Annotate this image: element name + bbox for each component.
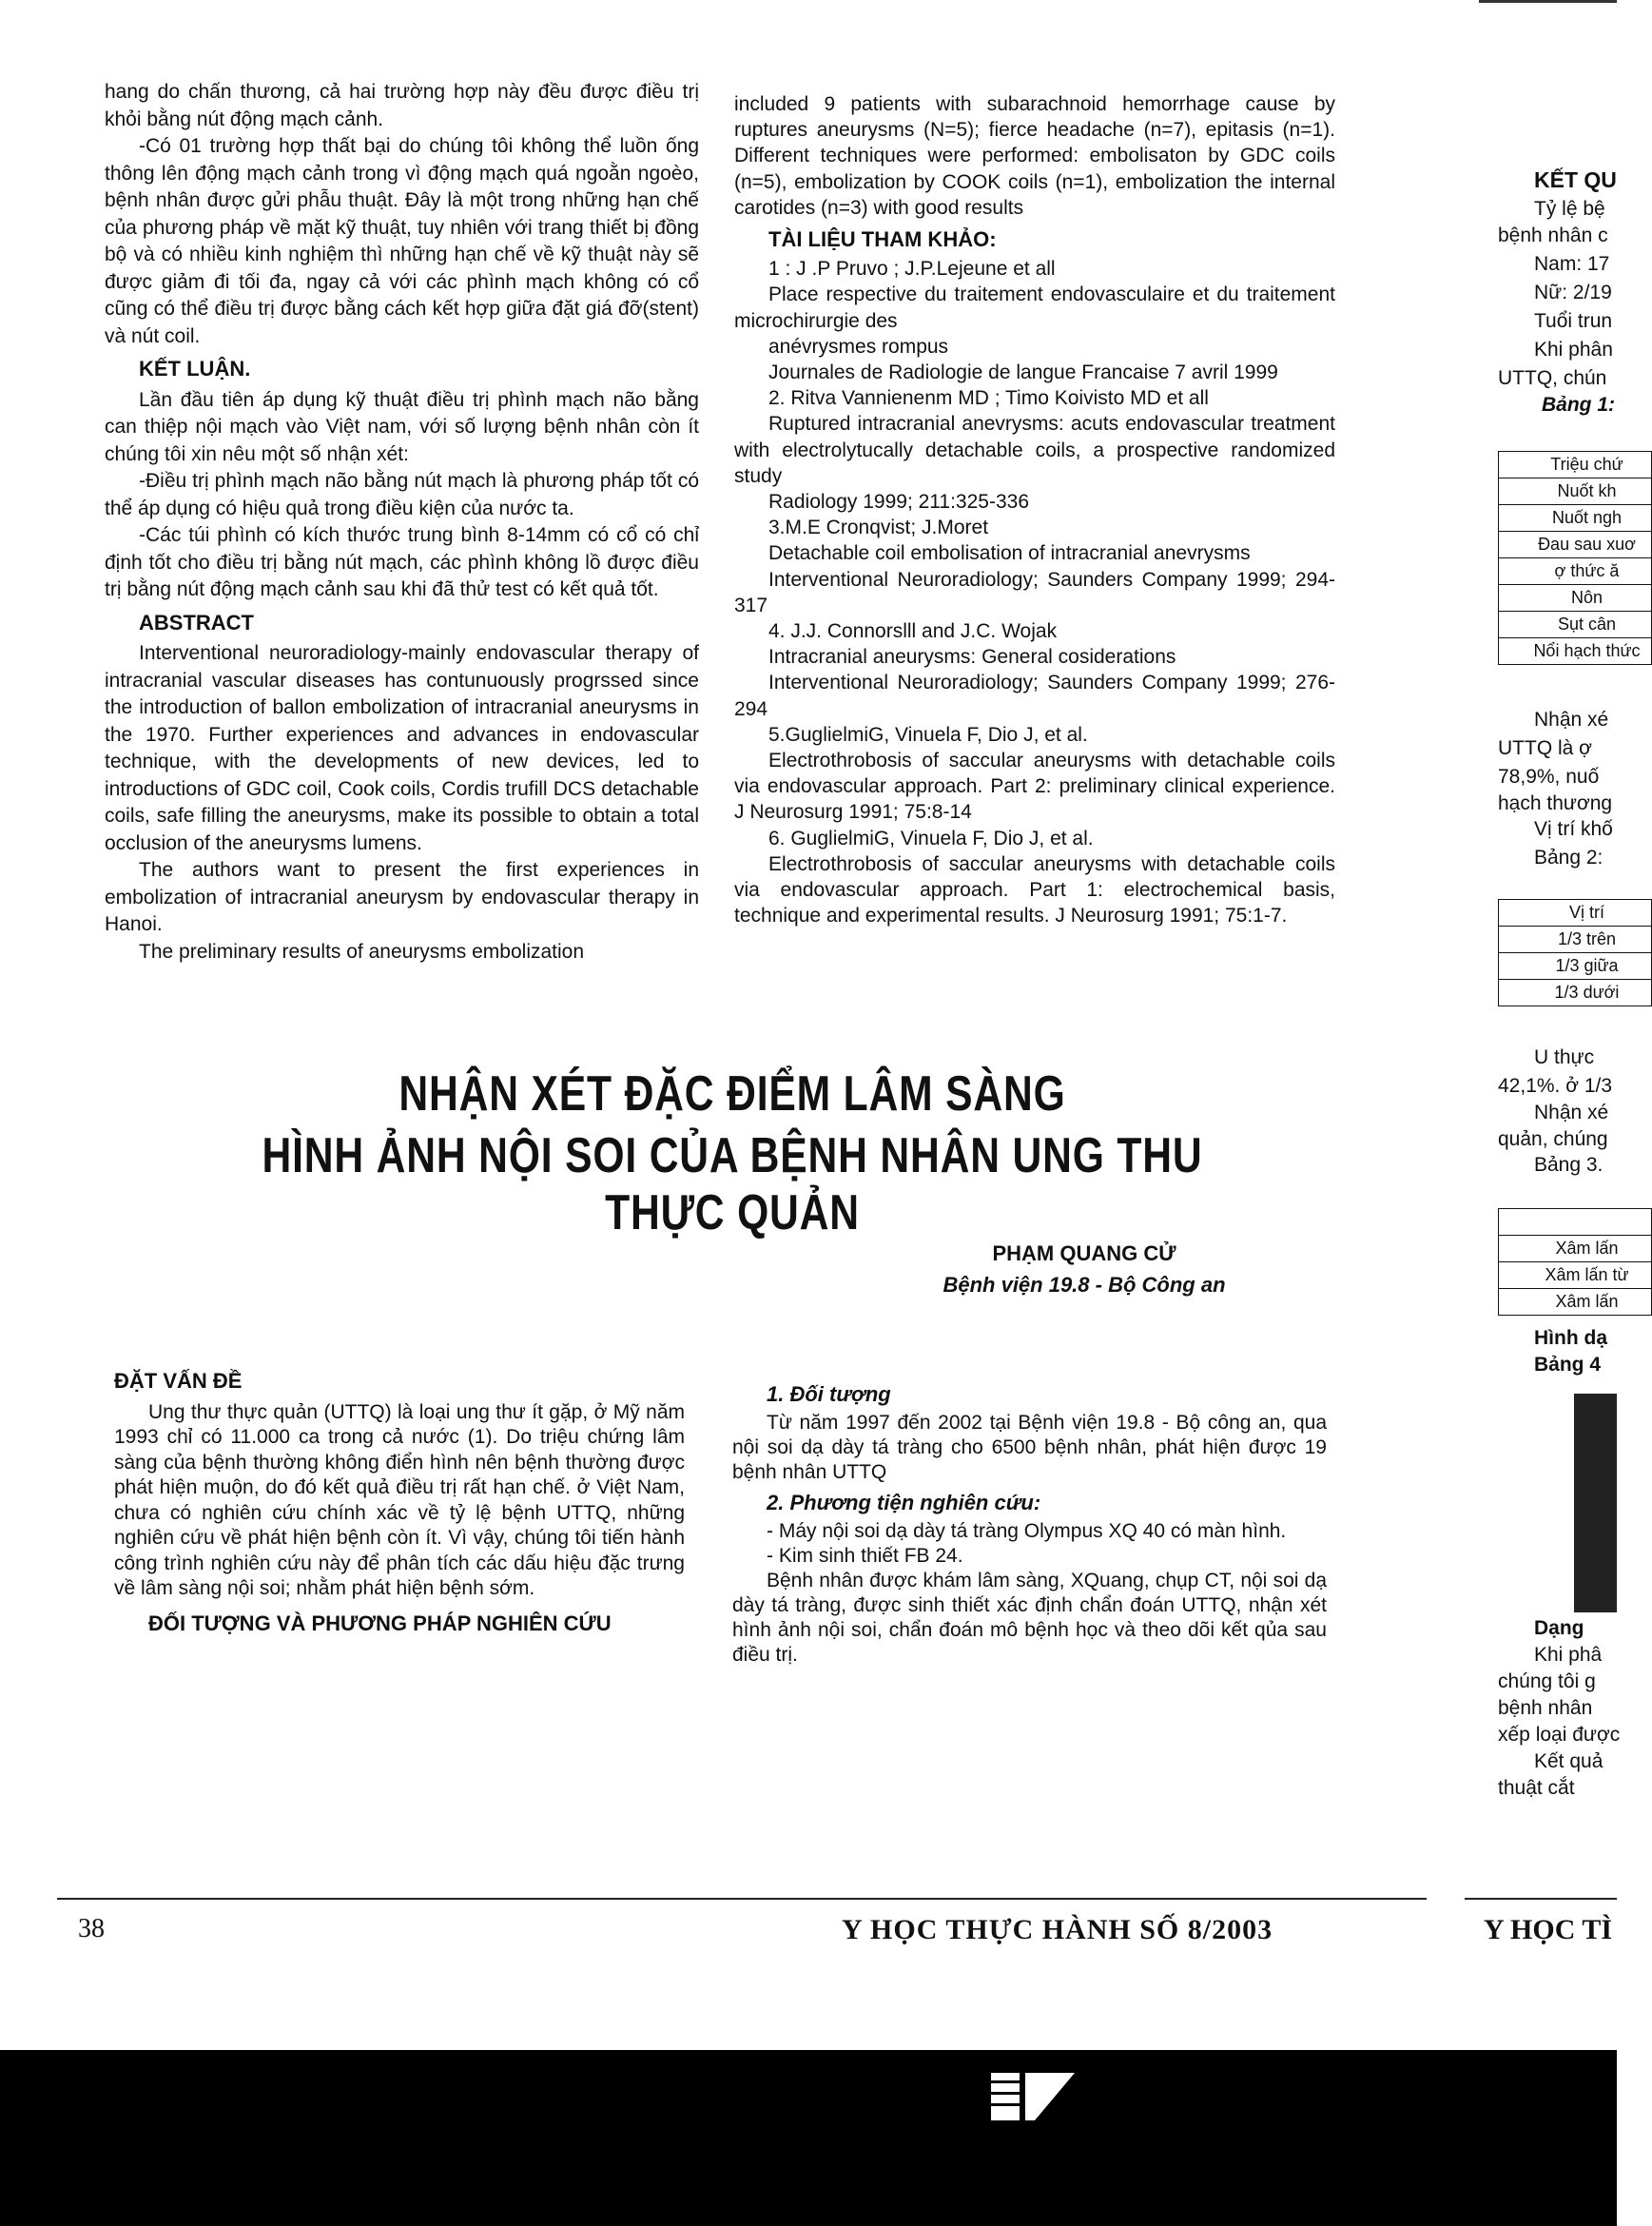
table-cell: Nôn — [1499, 585, 1651, 612]
next-page-line: Nhận xé — [1534, 1102, 1609, 1123]
next-page-table-1 — [1498, 451, 1652, 665]
reference-line: 1 : J .P Pruvo ; J.P.Lejeune et all — [768, 258, 1056, 281]
table-cell: Nuốt kh — [1499, 478, 1651, 505]
next-page-line: Khi phâ — [1534, 1644, 1603, 1666]
reference-line: Radiology 1999; 211:325-336 — [768, 491, 1029, 514]
table-cell: Sụt cân — [1499, 612, 1651, 638]
reference-line: 5.GuglielmiG, Vinuela F, Dio J, et al. — [768, 723, 1088, 746]
paragraph: -Có 01 trường hợp thất bại do chúng tôi không thể luồn ống thông lên động mạch cảnh trong vì động mạch quá ngoằn ngoèo, bệnh nhân được gửi phẫu thuật. Đây là một trong những hạn chế của phương pháp về mặt kỹ thuật, tuy nhiên với trang thiết bị đồng bộ và có nhiều kinh nghiệm thì những hạn chế về kỹ thuật này sẽ được giảm đi tối đa, ngay cả với các phình mạch không có cổ cũng có thể điều trị được bằng cách kết hợp giữa đặt giá đỡ(stent) và nút coil. — [105, 135, 699, 347]
next-page-line: 78,9%, nuố — [1498, 766, 1600, 788]
next-page-line: Kết quả — [1534, 1750, 1603, 1772]
next-page-line: UTTQ, chún — [1498, 367, 1607, 389]
next-page-line: Tuổi trun — [1534, 310, 1613, 332]
scan-dark-patch — [1574, 1394, 1617, 1612]
article-left-column — [114, 1363, 685, 1640]
scan-artifact-icon — [980, 2069, 1084, 2126]
next-page-line: Nhận xé — [1534, 709, 1609, 731]
paragraph: The authors want to present the first experiences in embolization of intracranial aneurysm by endovascular therapy in Hanoi. — [105, 859, 699, 935]
reference-line: Ruptured intracranial anevrysms: acuts endovascular treatment with electrolytucally detachable coils, a prospective randomized study — [734, 413, 1335, 487]
next-page-line: quản, chúng — [1498, 1128, 1608, 1150]
reference-line: Interventional Neuroradiology; Saunders Company 1999; 294-317 — [734, 568, 1335, 616]
next-page-line: Bảng 4 — [1534, 1354, 1602, 1376]
table-cell: 1/3 giữa — [1499, 953, 1651, 980]
reference-line: Electrothrobosis of saccular aneurysms with detachable coils via endovascular approach. Part 1: electrochemical basis, technique and experimental results. J Neurosurg 1991; 75:1-7. — [734, 852, 1335, 928]
reference-line: Electrothrobosis of saccular aneurysms with detachable coils via endovascular approach. Part 2: preliminary clinical experience. J Neurosurg 1991; 75:8-14 — [734, 750, 1335, 824]
journal-footer-next-page: Y HỌC TÌ — [1484, 1914, 1613, 1945]
reference-line: Detachable coil embolisation of intracranial anevrysms — [768, 542, 1251, 565]
section-heading-references: TÀI LIỆU THAM KHẢO: — [768, 227, 997, 252]
next-page-line: Khi phân — [1534, 339, 1613, 361]
next-page-table-3 — [1498, 1208, 1652, 1316]
next-page-line: Hình dạ — [1534, 1327, 1607, 1349]
paragraph: Bệnh nhân được khám lâm sàng, XQuang, chụp CT, nội soi dạ dày tá tràng, được sinh thiết xác định chẩn đoán UTTQ, nhận xét hình ảnh nội soi, chẩn đoán mô bệnh học và theo dõi kết qủa sau điều trị. — [732, 1570, 1327, 1666]
subheading-means: 2. Phương tiện nghiên cứu: — [767, 1491, 1041, 1514]
next-page-line: chúng tôi g — [1498, 1670, 1596, 1692]
next-page-line: Bảng 1: — [1542, 394, 1616, 416]
table-cell: Nuốt ngh — [1499, 505, 1651, 532]
next-page-line: Dạng — [1534, 1617, 1584, 1639]
next-page-line: KẾT QU — [1534, 167, 1617, 192]
table-cell: Vị trí — [1499, 900, 1651, 927]
next-page-line: Nữ: 2/19 — [1534, 282, 1612, 303]
next-page-line: hạch thương — [1498, 792, 1613, 814]
table-cell: Triệu chứ — [1499, 452, 1651, 478]
journal-footer: Y HỌC THỰC HÀNH SỐ 8/2003 — [842, 1914, 1273, 1945]
reference-line: Place respective du traitement endovasculaire et du traitement microchirurgie des — [734, 283, 1335, 332]
table-cell: Đau sau xuơ — [1499, 532, 1651, 558]
article-right-column — [732, 1377, 1327, 1668]
next-page-line: bệnh nhân — [1498, 1697, 1593, 1719]
reference-line: anévrysmes rompus — [768, 335, 949, 358]
next-page-line: Vị trí khố — [1534, 818, 1613, 840]
section-heading-methods: ĐỐI TƯỢNG VÀ PHƯƠNG PHÁP NGHIÊN CỨU — [148, 1611, 612, 1635]
paragraph: The preliminary results of aneurysms embolization — [139, 940, 585, 963]
paragraph: - Kim sinh thiết FB 24. — [767, 1545, 963, 1567]
next-page-line: Bảng 3. — [1534, 1154, 1603, 1176]
author-affiliation: Bệnh viện 19.8 - Bộ Công an — [943, 1273, 1226, 1297]
article-title-line-1: NHẬN XÉT ĐẶC ĐIỂM LÂM SÀNG — [398, 1066, 1066, 1122]
table-cell: 1/3 dưới — [1554, 983, 1620, 1002]
table-cell: ợ thức ă — [1499, 558, 1651, 585]
paragraph: hang do chấn thương, cả hai trường hợp này đều được điều trị khỏi bằng nút động mạch cảnh. — [105, 81, 699, 130]
right-column — [734, 91, 1335, 929]
next-page-line: xếp loại được — [1498, 1724, 1621, 1746]
reference-line: 4. J.J. Connorslll and J.C. Wojak — [768, 620, 1058, 643]
paragraph: Từ năm 1997 đến 2002 tại Bệnh viện 19.8 - Bộ công an, qua nội soi dạ dày tá tràng cho 6500 bệnh nhân, phát hiện được 19 bệnh nhân UTTQ — [732, 1412, 1327, 1483]
next-page-line: bệnh nhân c — [1498, 225, 1608, 246]
subheading-subjects: 1. Đối tượng — [767, 1382, 891, 1406]
scan-black-border — [0, 2050, 1617, 2226]
next-page-edge — [1479, 0, 1641, 1998]
table-cell: Xâm lấn — [1499, 1236, 1651, 1262]
reference-line: 3.M.E Cronqvist; J.Moret — [768, 517, 989, 539]
reference-line: Intracranial aneurysms: General cosiderations — [768, 646, 1176, 669]
next-page-line: Tỷ lệ bệ — [1534, 198, 1605, 220]
table-cell: 1/3 trên — [1499, 927, 1651, 953]
table-cell: Xâm lấn — [1555, 1292, 1619, 1311]
section-heading-intro: ĐẶT VẤN ĐỀ — [114, 1369, 243, 1393]
next-page-line: Nam: 17 — [1534, 253, 1610, 275]
next-page-line: Bảng 2: — [1534, 847, 1603, 869]
footer-rule — [57, 1898, 1427, 1900]
section-heading-conclusion: KẾT LUẬN. — [139, 357, 251, 381]
page-number: 38 — [78, 1914, 105, 1943]
next-page-line: 42,1%. ở 1/3 — [1498, 1075, 1613, 1097]
next-page-line: UTTQ là ợ — [1498, 737, 1592, 759]
section-heading-abstract: ABSTRACT — [139, 610, 254, 635]
table-cell: Xâm lấn từ — [1499, 1262, 1651, 1289]
paragraph: included 9 patients with subarachnoid hemorrhage cause by ruptures aneurysms (N=5); fierce headache (n=7), epitasis (n=1). Different techniques were performed: embolisaton by GDC coils (n=5), embolization by COOK coils (n=1), embolization the internal carotides (n=3) with good results — [734, 93, 1335, 219]
paragraph: - Máy nội soi dạ dày tá tràng Olympus XQ 40 có màn hình. — [767, 1520, 1287, 1542]
reference-list — [734, 256, 1335, 928]
paragraph: Interventional neuroradiology-mainly endovascular therapy of intracranial vascular diseases has contunuously progrssed since the introduction of ballon embolization of intracranial aneurysms in the 1970. Further experiences and advances in endovascular technique, with the developments of new devices, led to introductions of GDC coil, Cook coils, Cordis trufill DCS detachable coils, safe filling the aneurysms, make its possible to obtain a total occlusion of the aneurysms lumens. — [105, 642, 699, 854]
next-page-line: U thực — [1534, 1046, 1595, 1068]
reference-line: Journales de Radiologie de langue Francaise 7 avril 1999 — [768, 361, 1278, 384]
table-cell — [1499, 1209, 1651, 1236]
paragraph: Ung thư thực quản (UTTQ) là loại ung thư ít gặp, ở Mỹ năm 1993 chỉ có 11.000 ca trong cả nước (1). Do triệu chứng lâm sàng của bệnh thường không điển hình nên bệnh thường được phát hiện muộn, do đó kết quả điều trị rất hạn chế. ở Việt Nam, chưa có nghiên cứu chính xác về tỷ lệ bệnh UTTQ, những nghiên cứu về phát hiện bệnh còn ít. Vì vậy, chúng tôi tiến hành công trình nghiên cứu này để phân tích các dấu hiệu đặc trưng về lâm sàng nội soi; nhằm phát hiện bệnh sớm. — [114, 1400, 685, 1599]
paragraph: -Điều trị phình mạch não bằng nút mạch là phương pháp tốt có thể áp dụng có hiệu quả trong điều kiện của nước ta. — [105, 470, 699, 519]
paragraph: -Các túi phình có kích thước trung bình 8-14mm có cổ có chỉ định tốt cho điều trị bằng nút mạch, các phình không lồ được điều trị bằng nút động mạch cảnh sau khi đã thử test có kết quả tốt. — [105, 524, 699, 600]
article-title-line-2: HÌNH ẢNH NỘI SOI CỦA BỆNH NHÂN UNG THU THỰC QUẢN — [262, 1128, 1203, 1240]
table-cell: Nổi hạch thức — [1533, 641, 1641, 660]
next-page-line: thuật cắt — [1498, 1777, 1575, 1799]
reference-line: 2. Ritva Vannienenm MD ; Timo Koivisto MD et all — [768, 387, 1209, 410]
next-page-table-2 — [1498, 899, 1652, 1006]
reference-line: 6. GuglielmiG, Vinuela F, Dio J, et al. — [768, 827, 1094, 849]
paragraph: Lần đầu tiên áp dụng kỹ thuật điều trị phình mạch não bằng can thiệp nội mạch vào Việt nam, với số lượng bệnh nhân còn ít chúng tôi xin nêu một số nhận xét: — [105, 388, 699, 465]
reference-line: Interventional Neuroradiology; Saunders Company 1999; 276-294 — [734, 672, 1335, 720]
left-column — [105, 79, 699, 966]
author-name: PHẠM QUANG CỬ — [992, 1241, 1176, 1265]
